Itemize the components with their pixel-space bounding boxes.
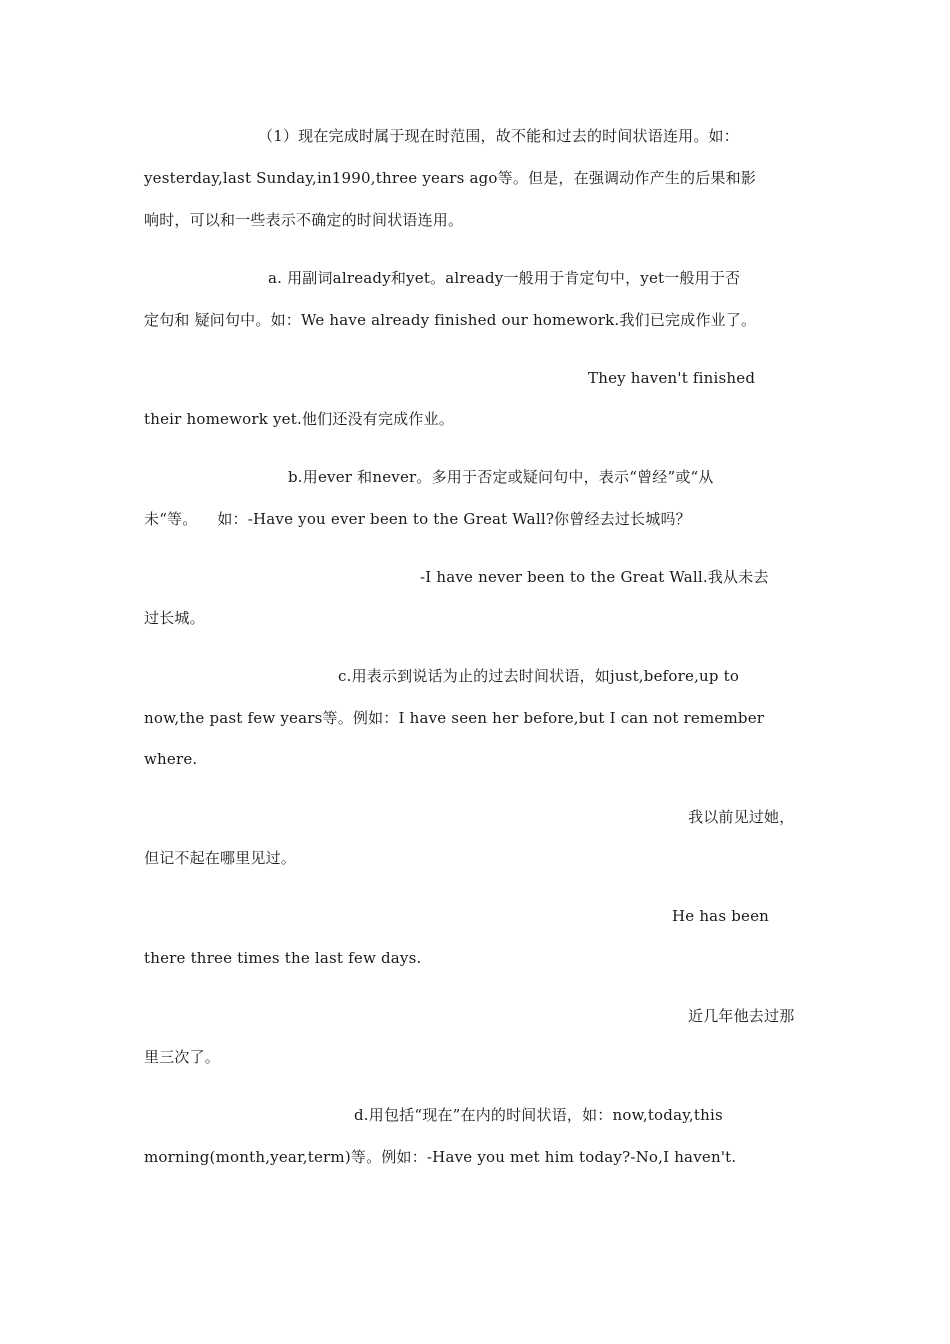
paragraph-line: yesterday,last Sunday,in1990,three years ago等。但是，在强调动作产生的后果和影 <box>144 169 757 187</box>
paragraph-line: b.用ever 和never。多用于否定或疑问句中，表示“曾经”或“从 <box>288 468 714 486</box>
paragraph-line: c.用表示到说话为止的过去时间状语，如just,before,up to <box>338 667 740 685</box>
paragraph-line: 里三次了。 <box>144 1048 221 1066</box>
paragraph-line: 但记不起在哪里见过。 <box>144 849 297 867</box>
paragraph-line: -I have never been to the Great Wall.我从未去 <box>420 568 769 586</box>
paragraph-line: 过长城。 <box>144 609 205 627</box>
paragraph-line: 响时，可以和一些表示不确定的时间状语连用。 <box>144 211 464 229</box>
paragraph-line: He has been <box>672 907 770 925</box>
paragraph-line: there three times the last few days. <box>144 949 422 967</box>
paragraph-line: 定句和 疑问句中。如：We have already finished our homework.我们已完成作业了。 <box>144 311 757 329</box>
paragraph-line: 近几年他去过那 <box>688 1007 795 1025</box>
paragraph-line: 我以前见过她， <box>688 808 795 826</box>
paragraph-line: （1）现在完成时属于现在时范围，故不能和过去的时间状语连用。如： <box>258 127 739 145</box>
paragraph-line: where. <box>144 750 198 768</box>
paragraph-line: They haven't finished <box>588 369 756 387</box>
paragraph-line: now,the past few years等。例如：I have seen her before,but I can not remember <box>144 709 765 727</box>
paragraph-line: morning(month,year,term)等。例如：-Have you met him today?-No,I haven't. <box>144 1148 737 1166</box>
paragraph-line: d.用包括“现在”在内的时间状语，如：now,today,this <box>354 1106 723 1124</box>
paragraph-line: their homework yet.他们还没有完成作业。 <box>144 410 454 428</box>
paragraph-line: 未“等。 如：-Have you ever been to the Great Wall?你曾经去过长城吗？ <box>144 510 691 528</box>
paragraph-line: a. 用副词already和yet。already一般用于肯定句中，yet一般用于否 <box>268 269 741 287</box>
